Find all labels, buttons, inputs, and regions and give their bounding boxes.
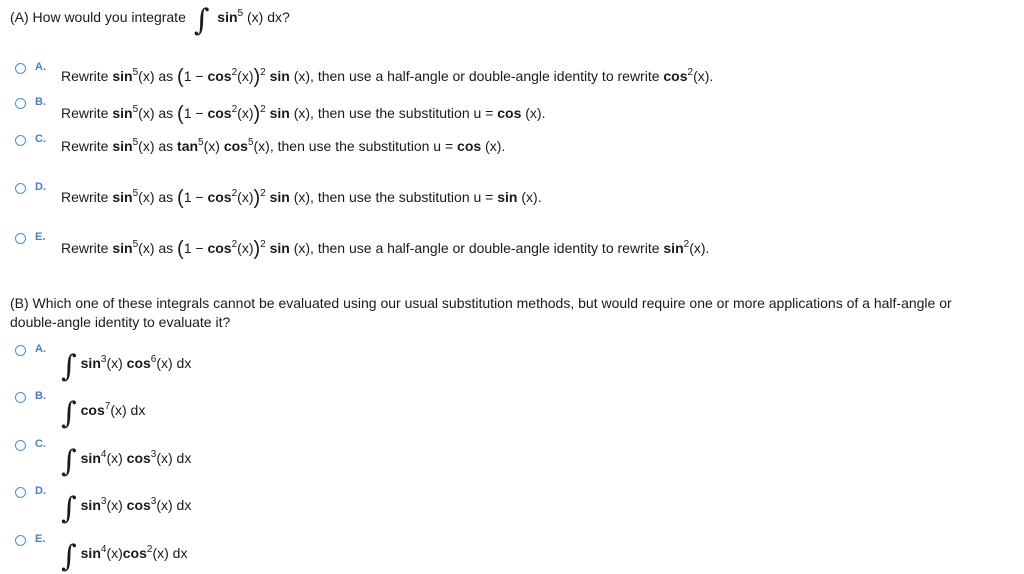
integral-expression: ∫ $\sin^4(x)$ $\cos^3(x)$ dx [61, 444, 192, 479]
option-letter: A. [35, 343, 46, 355]
option-letter: C. [35, 133, 46, 145]
question-b: (B) Which one of these integrals cannot be evaluated using our usual substitution methods, but would require one or more applications of a half-angle or double-angle identity to evaluate it? [10, 295, 952, 330]
integral-expression: ∫ $\cos^7(x)$ dx [61, 396, 146, 431]
radio-icon[interactable] [15, 233, 26, 244]
option-text: Rewrite $\sin^5(x)$ as $(1 - \cos^2(x))^2$ sin (x), then use the substitution u = cos (x). [61, 103, 546, 125]
radio-icon[interactable] [15, 98, 26, 109]
option-text: Rewrite $\sin^5(x)$ as $(1 - \cos^2(x))^2$ sin (x), then use the substitution u = sin (x). [61, 187, 542, 209]
option-letter: C. [35, 438, 46, 450]
option-letter: B. [35, 96, 46, 108]
question-a: (A) How would you integrate ∫ $\sin^5 (x)$ dx? [10, 3, 290, 38]
radio-icon[interactable] [15, 535, 26, 546]
option-letter: E. [35, 533, 46, 545]
option-text: Rewrite $\sin^5(x)$ as $(1 - \cos^2(x))^2$ sin (x), then use a half-angle or double-angle identity to rewrite $\cos^2(x)$. [61, 66, 714, 88]
option-letter: B. [35, 390, 46, 402]
radio-icon[interactable] [15, 63, 26, 74]
radio-icon[interactable] [15, 183, 26, 194]
radio-icon[interactable] [15, 345, 26, 356]
option-text: Rewrite $\sin^5(x)$ as $(1 - \cos^2(x))^2$ sin (x), then use a half-angle or double-angle identity to rewrite $\sin^2(x)$. [61, 238, 710, 260]
integral-expression: ∫ $\sin^3(x)$ $\cos^6(x)$ dx [61, 349, 192, 384]
radio-icon[interactable] [15, 135, 26, 146]
option-letter: D. [35, 485, 46, 497]
option-letter: E. [35, 231, 46, 243]
radio-icon[interactable] [15, 440, 26, 451]
question-a-prefix: (A) How would you integrate [10, 9, 186, 25]
radio-icon[interactable] [15, 487, 26, 498]
integral-expression: ∫ $\sin^4(x)\cos^2(x)$ dx [61, 539, 188, 574]
radio-icon[interactable] [15, 392, 26, 403]
option-text: Rewrite $\sin^5(x)$ as $\tan^5(x)$ $\cos^5(x)$, then use the substitution u = cos (x). [61, 137, 506, 154]
integral-expression: ∫ $\sin^3(x)$ $\cos^3(x)$ dx [61, 491, 192, 526]
option-letter: D. [35, 181, 46, 193]
option-letter: A. [35, 61, 46, 73]
